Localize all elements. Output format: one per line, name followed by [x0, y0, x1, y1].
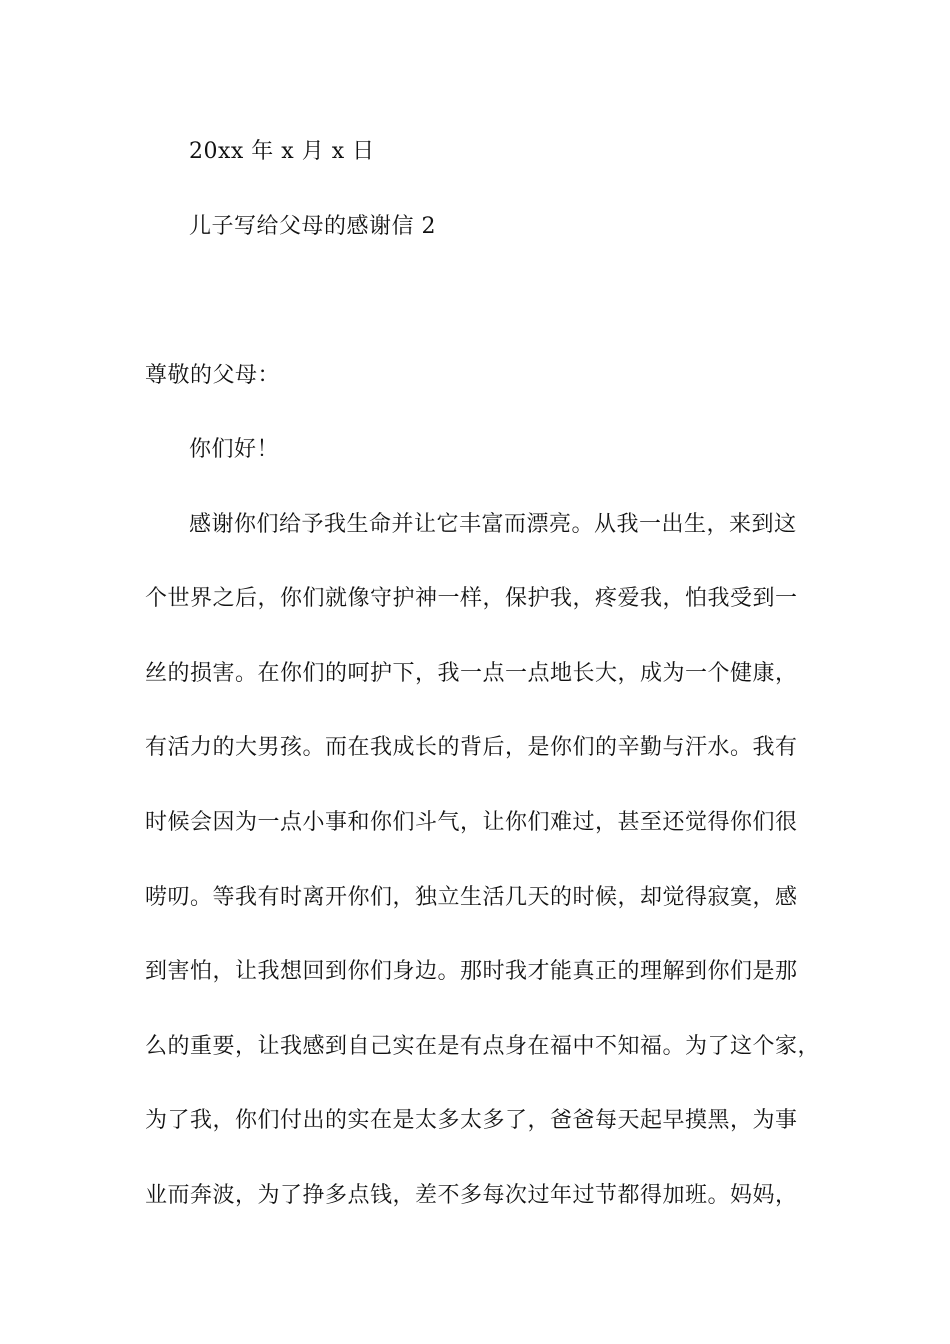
body-line: 唠叨。等我有时离开你们，独立生活几天的时候，却觉得寂寞，感 — [145, 885, 798, 910]
letter-date: 20xx 年 x 月 x 日 — [189, 139, 375, 164]
body-line: 有活力的大男孩。而在我成长的背后，是你们的辛勤与汗水。我有 — [145, 735, 798, 760]
body-line: 到害怕，让我想回到你们身边。那时我才能真正的理解到你们是那 — [145, 959, 798, 984]
letter-title: 儿子写给父母的感谢信 2 — [189, 214, 436, 239]
body-line: 为了我，你们付出的实在是太多太多了，爸爸每天起早摸黑，为事 — [145, 1108, 798, 1133]
body-line: 感谢你们给予我生命并让它丰富而漂亮。从我一出生，来到这 — [189, 512, 797, 537]
body-line: 时候会因为一点小事和你们斗气，让你们难过，甚至还觉得你们很 — [145, 810, 798, 835]
body-line: 个世界之后，你们就像守护神一样，保护我，疼爱我，怕我受到一 — [145, 586, 798, 611]
letter-greeting: 你们好！ — [189, 437, 280, 462]
body-line: 业而奔波，为了挣多点钱，差不多每次过年过节都得加班。妈妈， — [145, 1183, 798, 1208]
body-line: 么的重要，让我感到自己实在是有点身在福中不知福。为了这个家， — [145, 1034, 821, 1059]
body-line: 丝的损害。在你们的呵护下，我一点一点地长大，成为一个健康， — [145, 661, 798, 686]
letter-salutation: 尊敬的父母： — [145, 363, 281, 388]
